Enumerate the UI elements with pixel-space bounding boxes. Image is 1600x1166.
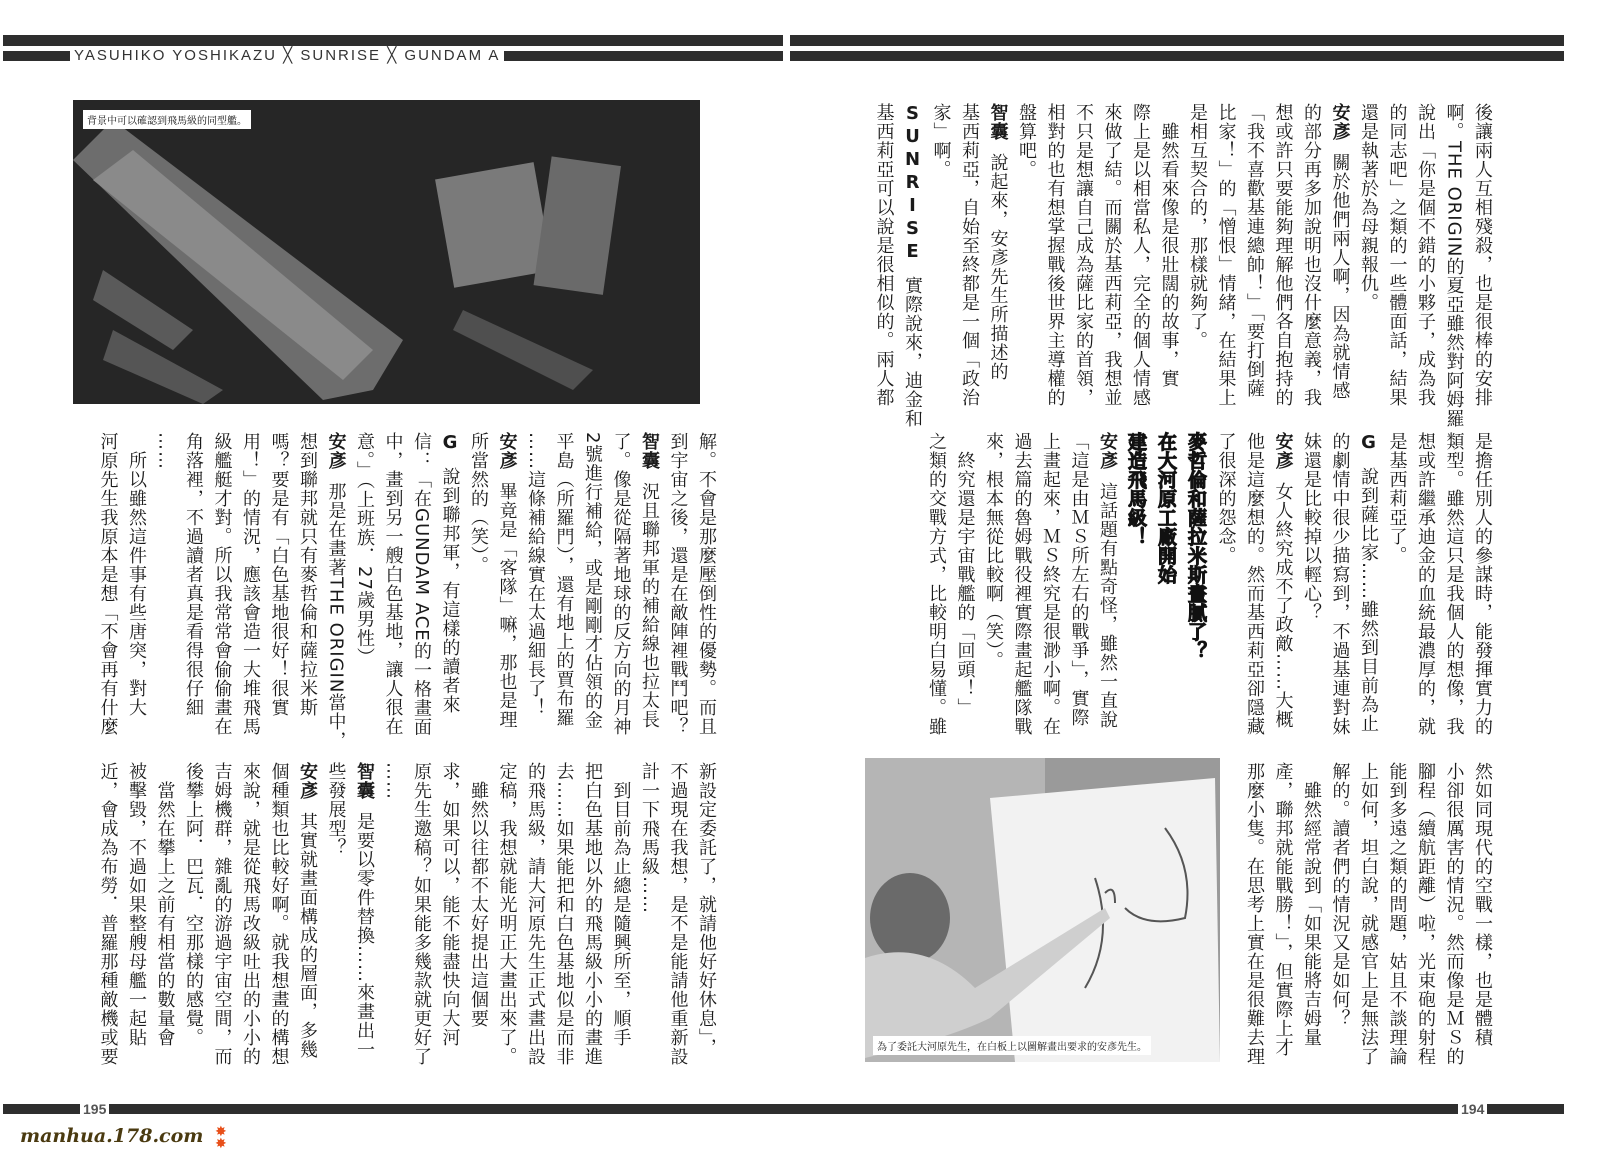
column-text: 了。像是從隔著地球的反方向的月神 (610, 432, 632, 736)
column-text: 上畫起來，ＭＳ終究是很渺小啊。在 (1040, 432, 1061, 736)
text-column (1325, 103, 1354, 421)
column-text: 況且聯邦軍的補給線也拉太長 (639, 482, 660, 729)
space-photo-caption: 背景中可以確認到飛馬級的同型艦。 (83, 110, 251, 129)
column-text: 然如同現代的空戰一樣，也是體積 (1472, 762, 1493, 1047)
column-text: 所當然的（笑）。 (468, 432, 489, 575)
column-text: 雖然經常說到「如果能將吉姆量 (1301, 762, 1322, 1047)
text-column (950, 432, 979, 750)
speaker-label: G (439, 432, 461, 455)
text-column (1439, 762, 1468, 1082)
text-column (207, 762, 236, 1082)
page-number-left: 195 (80, 1102, 109, 1116)
speaker-label: 智囊 (987, 103, 1009, 141)
column-text: 平島（所羅門），還有地上的賈布羅 (553, 432, 575, 727)
column-text: 能到多遠之類的問題，姑且不談理論 (1386, 762, 1408, 1066)
column-text: 到目前為止總是隨興所至，順手 (610, 762, 632, 1047)
column-text: 啊。THE ORIGIN的夏亞雖然對阿姆羅 (1443, 103, 1465, 429)
text-column (407, 762, 436, 1082)
section-heading: 麥哲倫和薩拉米斯畫膩了？ (1185, 432, 1207, 660)
speaker-label: 安彥 (496, 432, 518, 470)
column-text: 其實就畫面構成的層面，多幾 (297, 812, 318, 1059)
magazine-series-title: YASUHIKO YOSHIKAZU ╳ SUNRISE ╳ GUNDAM A (70, 47, 504, 65)
text-column (1240, 432, 1269, 750)
text-column (464, 432, 493, 750)
column-text: 解。不會是那麼壓倒性的優勢。而且 (696, 432, 717, 736)
column-text: 類型。雖然這只是我個人的想像，我 (1443, 432, 1465, 736)
text-column (1382, 432, 1411, 750)
column-text: 用！」的情況，應該會造一大堆飛馬 (240, 432, 261, 736)
text-column (350, 762, 379, 1082)
column-text: 後讓兩人互相殘殺，也是很棒的安排 (1472, 103, 1493, 407)
watermark-logo: manhua.178.com (20, 1125, 204, 1147)
text-column (1382, 103, 1411, 421)
text-column (264, 762, 293, 1082)
text-column (1040, 103, 1069, 421)
text-column (464, 762, 493, 1082)
header-bar-top-right (790, 35, 1564, 46)
text-column (150, 762, 179, 1082)
text-column (1240, 762, 1269, 1082)
column-text: 原先生邀稿？如果能多幾款就更好了 (411, 762, 432, 1066)
column-text: 他是這麼想的。然而基西莉亞卻隱藏 (1244, 432, 1265, 736)
text-column (1439, 103, 1468, 429)
speaker-label: 安彥 (1329, 103, 1351, 141)
text-column (578, 432, 607, 750)
text-column (492, 432, 521, 750)
speaker-label: SUNRISE (902, 103, 923, 264)
text-column (1012, 103, 1041, 421)
whiteboard-photo (865, 758, 1220, 1062)
text-column (578, 762, 607, 1082)
text-column (663, 432, 692, 750)
column-text: 雖然看來像是很壯闊的故事，實 (1158, 103, 1180, 388)
article-text-right-bottom (1240, 762, 1497, 1082)
speaker-label: G (1358, 432, 1379, 455)
article-text-right-top (869, 103, 1496, 429)
column-text: 是基西莉亞了。 (1386, 432, 1408, 565)
column-text: 還是執著於為母親報仇。 (1358, 103, 1379, 312)
text-column (1325, 432, 1354, 750)
text-column (179, 762, 208, 1082)
column-text: 家」啊。 (930, 103, 952, 179)
star-icon: ✸ ✸ (215, 1124, 227, 1152)
text-column (1240, 103, 1269, 421)
speaker-label: 安彥 (1272, 432, 1294, 470)
column-text: 際上是以相當私人，完全的個人情感 (1130, 103, 1151, 407)
header-bar-bottom-right (790, 51, 1564, 61)
column-text: 中，畫到另一艘白色基地，讓人很在 (382, 432, 404, 736)
column-text: 2號進行補給，或是剛剛才佔領的金 (582, 432, 603, 730)
article-text-left-bottom (93, 762, 720, 1082)
text-column (898, 103, 927, 428)
whiteboard-illustration (865, 758, 1220, 1062)
text-column (521, 432, 550, 750)
speaker-label: 安彥 (325, 432, 347, 470)
text-column (1468, 103, 1497, 421)
column-text: 說到聯邦軍，有這樣的讀者來 (439, 467, 461, 714)
text-column (1097, 103, 1126, 421)
column-text: 來做了結。而關於基西莉亞，我想並 (1101, 103, 1123, 407)
text-column (236, 762, 265, 1082)
column-text: 近，會成為布勞．普羅那種敵機或要 (97, 762, 119, 1066)
column-text: 求，如果可以，能不能盡快向大河 (439, 762, 461, 1047)
column-text: 這話題有點奇怪，雖然一直說 (1097, 482, 1118, 729)
column-text: 了很深的怨念。 (1215, 432, 1237, 565)
text-column (663, 762, 692, 1082)
column-text: 雖然以往都不太好提出這個要 (468, 762, 489, 1028)
speaker-label: 安彥 (297, 762, 318, 800)
column-text: 不只是想讓自己成為薩比家的首領， (1073, 103, 1094, 407)
text-column (692, 432, 721, 750)
text-column (492, 762, 521, 1082)
column-text: 所以雖然這件事有些唐突，對大 (126, 432, 147, 717)
section-heading: 在大河原工廠開始 (1155, 432, 1177, 584)
text-column (549, 432, 578, 750)
text-column (606, 432, 635, 750)
column-text: 把白色基地以外的飛馬級小小的畫進 (582, 762, 603, 1066)
text-column (1297, 762, 1326, 1082)
column-text: 信：「在GUNDAM ACE的一格畫面 (411, 432, 432, 737)
column-text: 產，聯邦就能戰勝！」，但實際上才 (1272, 762, 1294, 1057)
column-text: 是擔任別人的參謀時，能發揮實力的 (1472, 432, 1493, 736)
column-text: 當然在攀上之前有相當的數量會 (154, 762, 176, 1047)
column-text: 想或許只要能夠理解他們各自抱持的 (1272, 103, 1294, 407)
column-text: 意。」（上班族．27歲男性） (354, 432, 375, 667)
text-column (635, 432, 664, 750)
column-text: 說起來，安彥先生所描述的 (987, 153, 1009, 381)
speaker-label: 智囊 (354, 762, 375, 800)
column-text: 上如何，坦白說，就感官上是無法了 (1358, 762, 1379, 1066)
column-text: 的部分再多加說明也沒什麼意義，我 (1301, 103, 1322, 407)
column-text: 角落裡，不過讀者真是看得很仔細 (183, 432, 204, 717)
column-text: 些發展型？ (325, 762, 347, 857)
text-column (1268, 103, 1297, 421)
text-column (926, 103, 955, 421)
column-text: 妹還是比較掉以輕心？ (1301, 432, 1322, 622)
column-text: 想到聯邦就只有麥哲倫和薩拉米斯 (297, 432, 318, 717)
column-text: 女人終究成不了政敵……大概 (1272, 482, 1294, 729)
text-column (1211, 432, 1240, 750)
column-text: 說到薩比家……雖然到目前為止 (1358, 467, 1379, 733)
text-column (1211, 103, 1240, 421)
text-column (321, 762, 350, 1082)
column-text: 是相互契合的，那樣就夠了。 (1187, 103, 1208, 350)
column-text: 「這是由ＭＳ所左右的戰爭」，實際 (1068, 432, 1090, 727)
text-column (979, 432, 1008, 750)
column-text: 畢竟是「客隊」嘛，那也是理 (496, 482, 518, 729)
text-column (1297, 432, 1326, 750)
text-column (1183, 103, 1212, 421)
page-number-right: 194 (1458, 1102, 1487, 1116)
column-text: 吉姆機群，雜亂的游過宇宙空間，而 (211, 762, 233, 1066)
text-column (1007, 432, 1036, 750)
text-column (1064, 432, 1093, 750)
text-column (293, 432, 322, 750)
text-column (983, 103, 1012, 421)
article-text-left-middle (93, 432, 720, 750)
column-text: 想或許繼承迪金的血統最濃厚的，就 (1415, 432, 1436, 736)
text-column (606, 762, 635, 1082)
text-column (1036, 432, 1065, 750)
column-text: 比家！」的「憎恨」情緒，在結果上 (1215, 103, 1237, 407)
column-text: 計一下飛馬級…… (639, 762, 660, 914)
column-text: …… (382, 762, 404, 800)
column-text: 新設定委託了，就請他好好休息」， (696, 762, 717, 1057)
column-text: 基西莉亞可以說是很相似的。兩人都 (873, 103, 895, 407)
text-column (264, 432, 293, 750)
column-text: 那麼小隻。在思考上實在是很難去理 (1244, 762, 1265, 1066)
text-column (378, 432, 407, 750)
text-column (1354, 762, 1383, 1082)
column-text: 解的。讀者們的情況又是如何？ (1329, 762, 1351, 1028)
column-text: 後攀上阿．巴瓦．空那樣的感覺。 (183, 762, 204, 1047)
text-column (179, 432, 208, 750)
column-text: 的飛馬級，請大河原先生正式畫出設 (525, 762, 546, 1066)
text-column (435, 762, 464, 1082)
text-column (1354, 432, 1383, 750)
header-bar-top-left (3, 35, 783, 46)
text-column (321, 432, 350, 750)
text-column (869, 103, 898, 421)
text-column (435, 432, 464, 750)
column-text: 不過現在我想，是不是能請他重新設 (667, 762, 689, 1066)
text-column (1126, 103, 1155, 421)
column-text: 那是在畫著THE ORIGIN當中， (325, 482, 347, 751)
column-text: …… (154, 432, 176, 470)
text-column (236, 432, 265, 750)
text-column (1297, 103, 1326, 421)
text-column (635, 762, 664, 1082)
speaker-label: 智囊 (639, 432, 660, 470)
text-column (1268, 432, 1297, 750)
column-text: 「我不喜歡基連總帥！」「要打倒薩 (1244, 103, 1265, 398)
text-column (521, 762, 550, 1082)
text-column (293, 762, 322, 1082)
column-text: 過去篇的魯姆戰役裡實際畫起艦隊戰 (1011, 432, 1033, 736)
column-text: 是要以零件替換……來畫出一 (354, 812, 375, 1059)
column-text: 的劇情中很少描寫到，不過基連對妹 (1329, 432, 1351, 736)
column-text: 盤算吧。 (1016, 103, 1037, 179)
column-text: 說出「你是個不錯的小夥子，成為我 (1415, 103, 1436, 407)
text-column (1069, 103, 1098, 421)
whiteboard-photo-caption: 為了委託大河原先生，在白板上以圖解畫出要求的安彥先生。 (873, 1036, 1151, 1055)
text-column (1268, 762, 1297, 1082)
text-column (1354, 103, 1383, 421)
column-text: ……這條補給線實在太過細長了！ (525, 432, 546, 717)
text-column (122, 762, 151, 1082)
text-column (1325, 762, 1354, 1082)
column-text: 級艦艇才對。所以我常常會偷偷畫在 (211, 432, 233, 736)
text-column (207, 432, 236, 750)
column-text: 河原先生我原本是想「不會再有什麼 (97, 432, 119, 736)
column-text: 小卻很厲害的情況。然而像是ＭＳ的 (1443, 762, 1465, 1066)
space-battle-photo (73, 100, 700, 404)
column-text: 被擊毀，不過如果整艘母艦一起貼 (126, 762, 147, 1047)
text-column (1154, 103, 1183, 421)
column-text: 嗎？要是有「白色基地很好！很實 (268, 432, 290, 717)
column-text: 之類的交戰方式，比較明白易懂。雖 (926, 432, 947, 736)
column-text: 實際說來，迪金和 (902, 276, 923, 428)
text-column (1439, 432, 1468, 750)
speaker-label: 安彥 (1097, 432, 1118, 470)
text-column (1468, 432, 1497, 750)
text-column (692, 762, 721, 1082)
column-text: 腳程（續航距離）啦，光束砲的射程 (1415, 762, 1436, 1066)
column-text: 來說，就是從飛馬改級吐出的小小的 (240, 762, 261, 1066)
text-column (549, 762, 578, 1082)
column-text: 相對的也有想掌握戰後世界主導權的 (1044, 103, 1066, 407)
text-column (955, 103, 984, 421)
text-column (407, 432, 436, 750)
text-column (1411, 432, 1440, 750)
text-column (1468, 762, 1497, 1082)
column-text: 來，根本無從比較啊（笑）。 (983, 432, 1004, 670)
column-text: 基西莉亞，自始至終都是一個「政治 (959, 103, 980, 407)
text-column (150, 432, 179, 750)
article-text-right-middle (922, 432, 1497, 750)
column-text: 去……如果能把和白色基地似是而非 (553, 762, 575, 1066)
column-text: 到宇宙之後，還是在敵陣裡戰鬥吧？ (667, 432, 689, 736)
text-column (378, 762, 407, 1082)
space-ships-illustration (73, 100, 700, 404)
text-column (122, 432, 151, 750)
footer-bar-right (783, 1104, 1564, 1114)
text-column (93, 762, 122, 1082)
text-column (1411, 103, 1440, 421)
text-column (350, 432, 379, 750)
text-column (1382, 762, 1411, 1082)
column-text: 個種類也比較好啊。就我想畫的構想 (268, 762, 290, 1066)
text-column (93, 432, 122, 750)
column-text: 終究還是宇宙戰艦的「回頭！」 (954, 432, 976, 717)
column-text: 的同志吧」之類的一些體面話，結果 (1386, 103, 1408, 407)
column-text: 定稿，我想就能光明正大畫出來了。 (496, 762, 518, 1066)
footer-bar-left (3, 1104, 783, 1114)
text-column (1093, 432, 1122, 750)
text-column (1411, 762, 1440, 1082)
column-text: 關於他們兩人啊，因為就情感 (1329, 153, 1351, 400)
text-column (922, 432, 951, 750)
section-heading: 建造飛馬級！ (1125, 432, 1147, 546)
